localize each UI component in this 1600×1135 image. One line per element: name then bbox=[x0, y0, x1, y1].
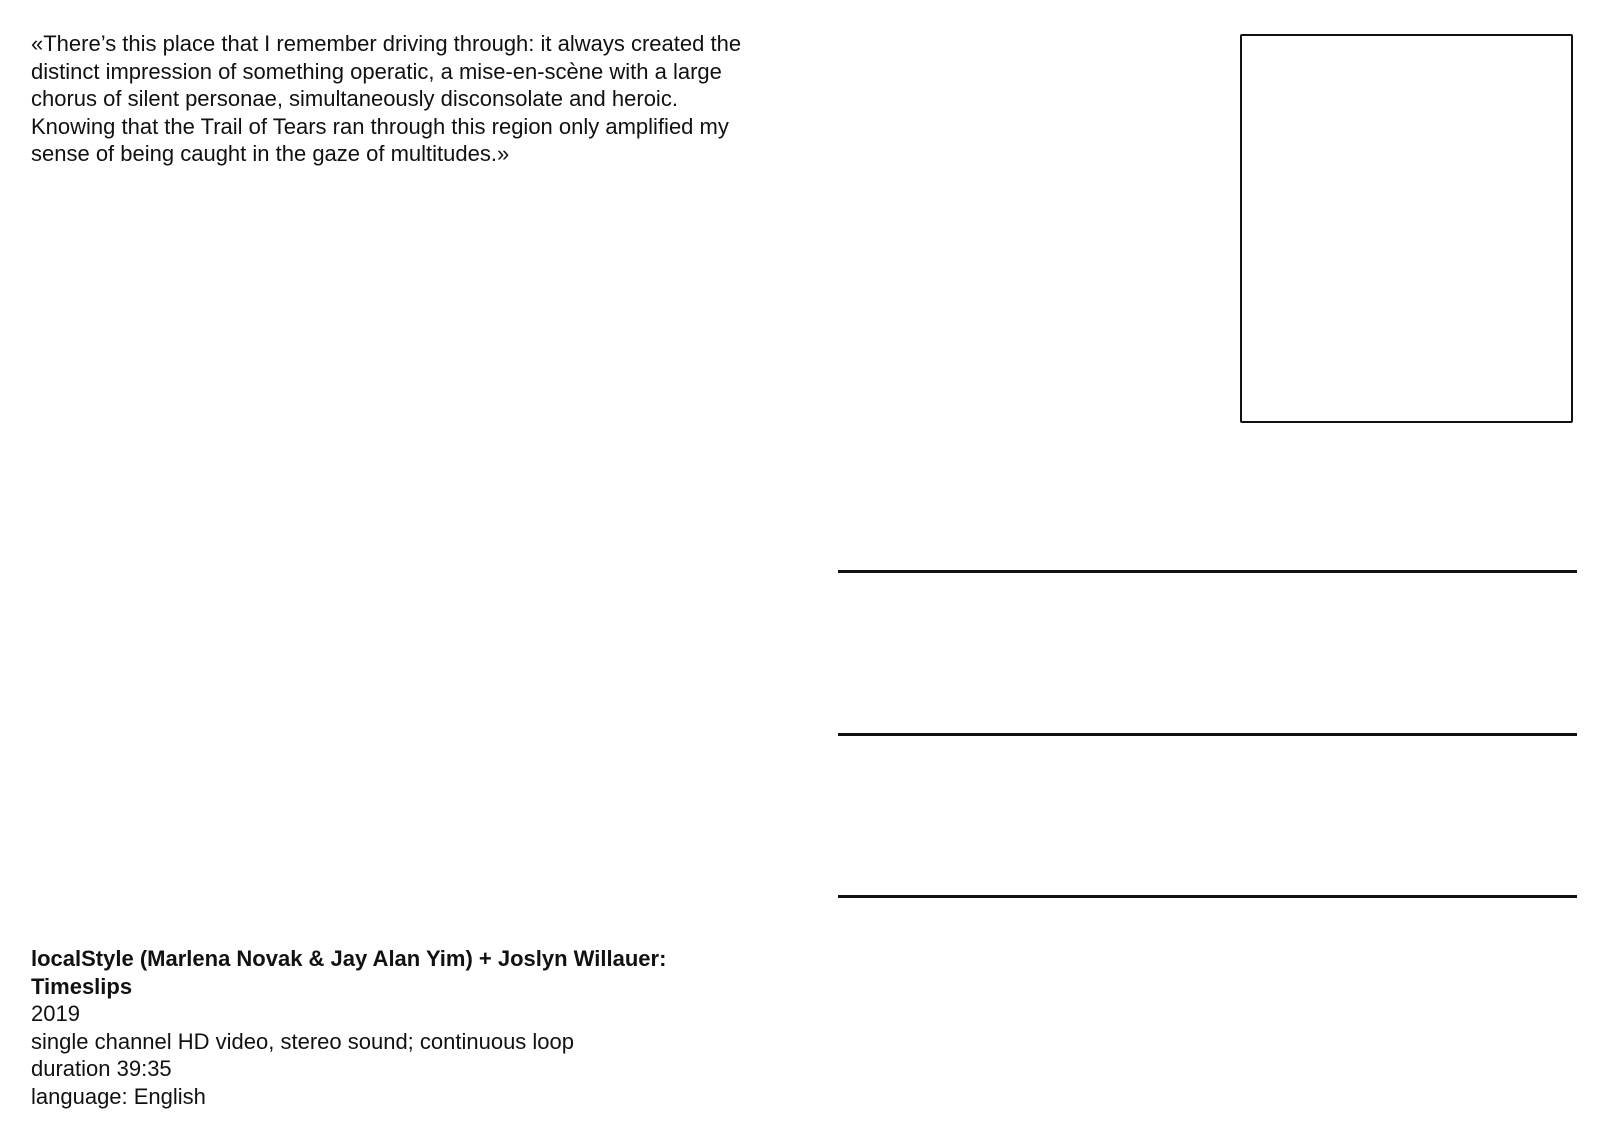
artwork-quote: «There’s this place that I remember driving through: it always created the distinct impression of something operatic, a mise-en-scène with a large chorus of silent personae, simultaneously disconsolate and heroic. Knowing that the Trail of Tears ran through this region only amplified my sense of being caught in the gaze of multitudes.» bbox=[31, 31, 742, 167]
caption-medium: single channel HD video, stereo sound; continuous loop bbox=[31, 1028, 575, 1054]
caption-title: Timeslips bbox=[31, 973, 133, 999]
caption-artists: localStyle (Marlena Novak & Jay Alan Yim) + Joslyn Willauer: bbox=[31, 946, 667, 971]
address-line-2 bbox=[838, 733, 1577, 736]
caption-language: language: English bbox=[31, 1083, 206, 1109]
stamp-box bbox=[1240, 34, 1573, 423]
address-line-3 bbox=[838, 895, 1577, 898]
artwork-caption bbox=[31, 945, 811, 1111]
address-line-1 bbox=[838, 570, 1577, 573]
caption-year: 2019 bbox=[31, 1001, 80, 1027]
caption-duration: duration 39:35 bbox=[31, 1056, 172, 1082]
